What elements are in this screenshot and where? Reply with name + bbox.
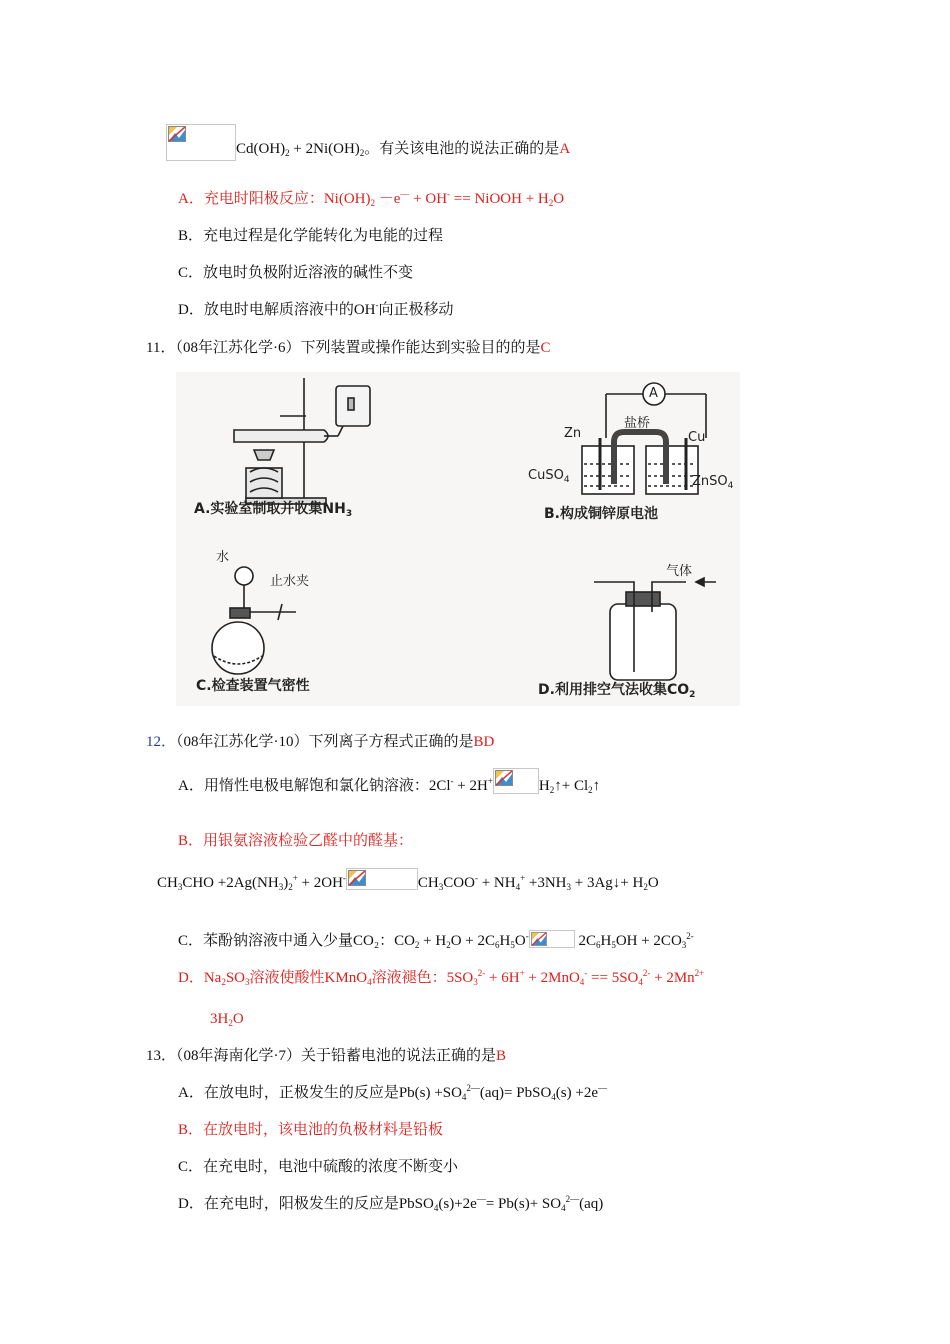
q10-option-b: B．充电过程是化学能转化为电能的过程	[178, 228, 444, 244]
q11-apparatus-figure	[176, 372, 740, 706]
q10-option-c: C．放电时负极附近溶液的碱性不变	[178, 265, 414, 281]
q12-option-b: B．用银氨溶液检验乙醛中的醛基：	[178, 833, 414, 849]
q12-stem: 12．（08年江苏化学·10）下列离子方程式正确的是BD	[146, 734, 495, 750]
figure-label-b: B.构成铜锌原电池	[544, 506, 658, 522]
q11-stem: 11．（08年江苏化学·6）下列装置或操作能达到实验目的的是C	[146, 340, 551, 356]
q10-stem	[166, 124, 236, 160]
q13-option-b: B．在放电时，该电池的负极材料是铅板	[178, 1122, 444, 1138]
broken-image-icon	[493, 768, 539, 794]
zn-label: Zn	[564, 426, 582, 441]
znso4-label: ZnSO$_4$	[692, 474, 734, 491]
clamp-label: 止水夹	[270, 574, 310, 589]
q13-option-d: D．在充电时，阳极发生的反应是PbSO$_4$(s)+2e—= $Pb(s)+ SO_4^{2—}(aq)$	[178, 1194, 604, 1213]
q13-option-a: A．在放电时，正极发生的反应是$Pb(s) +SO_4^{2—}(aq)=$ PbSO$_4$(s) +2e—	[178, 1083, 607, 1102]
q12-option-d: D．$Na_2SO_3$溶液使酸性KMnO$_4$溶液褪色：$5SO_3^{2-} + 6H^+ + 2MnO_4^- == 5SO_4^{2-} + 2Mn^{2+}$	[178, 968, 705, 987]
salt-bridge-label: 盐桥	[624, 416, 651, 431]
q12-option-b-equation: $CH_3CHO +2Ag(NH_3)_2^+ + 2OH^-$ $CH_3COO^- + NH_4^+ +3NH_3$ + 3Ag↓+ $H_2O$	[157, 873, 659, 893]
q12-option-a: A．用惰性电极电解饱和氯化钠溶液：2Cl- + 2H+ $H_2↑+$ $Cl_2↑$	[178, 776, 600, 796]
cuso4-label: CuSO$_4$	[528, 468, 570, 485]
broken-image-icon	[166, 124, 236, 161]
ammeter-label: A	[649, 386, 658, 401]
broken-image-icon	[346, 868, 418, 890]
q13-option-c: C．在充电时，电池中硫酸的浓度不断变小	[178, 1159, 459, 1175]
apparatus-drawings	[176, 372, 740, 706]
water-label: 水	[216, 550, 230, 565]
q12-option-d-continued: $3H_2O$	[210, 1011, 244, 1028]
q10-stem-text: $Cd(OH)_2 + 2Ni(OH)_2$。有关该电池的说法正确的是A	[236, 141, 571, 158]
figure-label-c: C.检查装置气密性	[196, 678, 310, 694]
cu-label: Cu	[688, 430, 706, 445]
q13-stem: 13．（08年海南化学·7）关于铅蓄电池的说法正确的是B	[146, 1048, 507, 1064]
broken-image-icon	[529, 930, 575, 948]
q10-option-d: D．放电时电解质溶液中的OH-向正极移动	[178, 300, 454, 318]
q10-option-a: A．充电时阳极反应：$Ni(OH)_2 -e^— + OH^-$ == NiOOH + $H_2O$	[178, 189, 565, 208]
figure-label-a: A.实验室制取并收集$NH_3$	[194, 501, 353, 519]
q12-option-c: C．苯酚钠溶液中通入少量CO₂：$CO_2 + H_2O + 2C_6H_5O^-$ $2C_6H_5OH + 2CO_3^{2-}$	[178, 931, 694, 950]
gas-label: 气体	[666, 564, 693, 579]
figure-label-d: D.利用排空气法收集$CO_2$	[538, 682, 696, 700]
